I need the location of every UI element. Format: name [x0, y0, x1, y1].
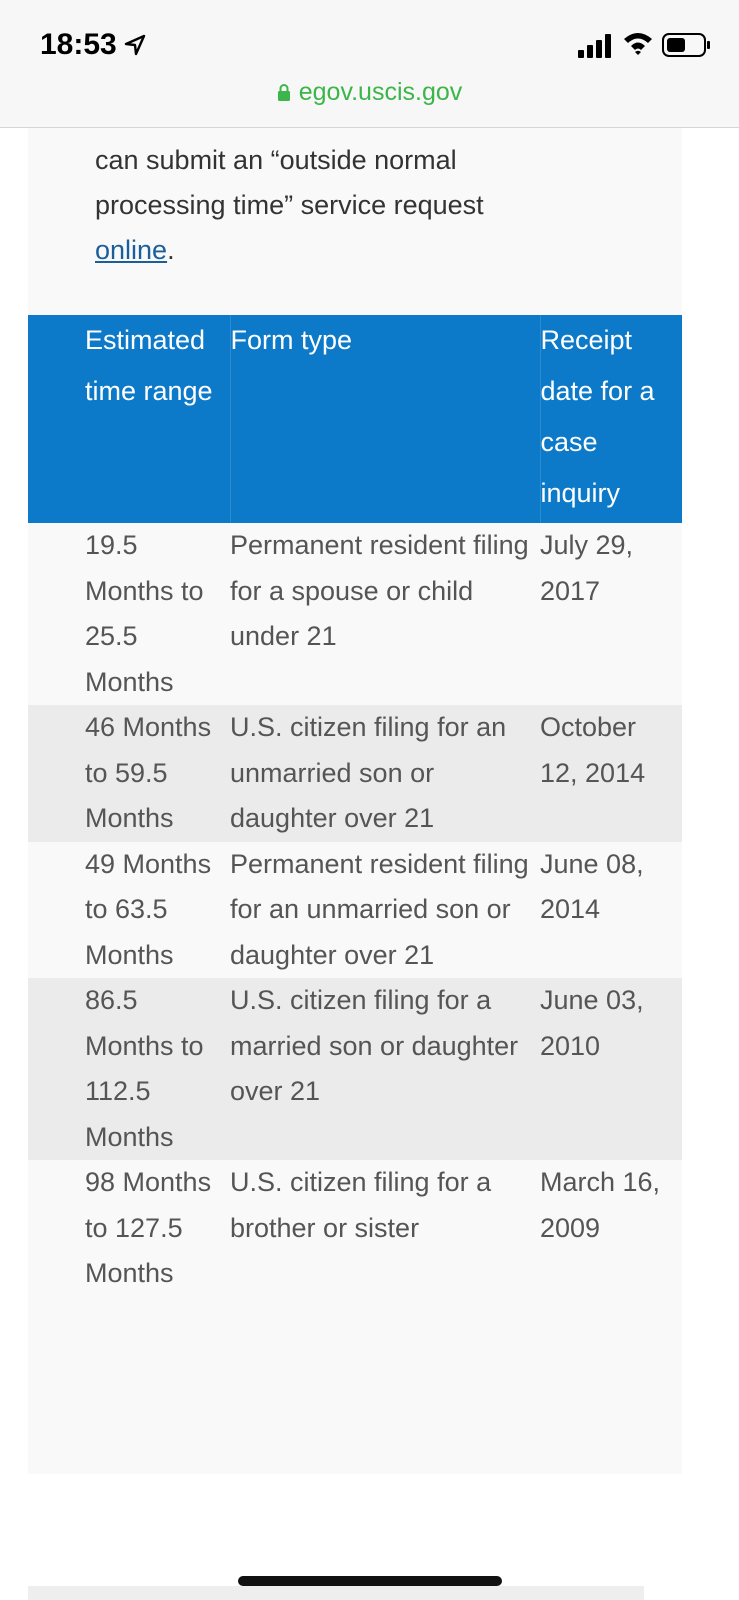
header-time-range: Estimated time range — [28, 315, 230, 523]
table-row — [28, 842, 682, 979]
cell-receipt-date: June 03, 2010 — [540, 978, 682, 1160]
table-row — [28, 705, 682, 842]
cell-time-range: 46 Months to 59.5 Months — [28, 705, 230, 842]
lock-icon — [277, 83, 291, 101]
location-arrow-icon — [124, 34, 146, 56]
url-text: egov.uscis.gov — [298, 78, 463, 106]
cell-receipt-date: July 29, 2017 — [540, 523, 682, 705]
header-receipt-date: Receipt date for a case inquiry — [540, 315, 682, 523]
battery-icon — [662, 32, 712, 58]
cell-form-type: U.S. citizen filing for a married son or daughter over 21 — [230, 978, 540, 1160]
home-indicator[interactable] — [238, 1576, 502, 1586]
cell-form-type: U.S. citizen filing for an unmarried son or daughter over 21 — [230, 705, 540, 842]
cell-time-range: 49 Months to 63.5 Months — [28, 842, 230, 979]
table-row — [28, 1160, 682, 1297]
cell-time-range: 86.5 Months to 112.5 Months — [28, 978, 230, 1160]
cell-time-range: 19.5 Months to 25.5 Months — [28, 523, 230, 705]
intro-paragraph — [95, 138, 545, 273]
intro-line-1: can submit an “outside normal — [95, 145, 457, 175]
processing-times-table — [28, 315, 682, 1297]
intro-line-2: processing time” service request — [95, 190, 484, 220]
cell-receipt-date: October 12, 2014 — [540, 705, 682, 842]
status-time: 18:53 — [40, 28, 117, 61]
table-header-row — [28, 315, 682, 523]
cell-time-range: 98 Months to 127.5 Months — [28, 1160, 230, 1297]
status-bar — [0, 0, 739, 128]
online-link[interactable]: online — [95, 235, 168, 265]
table-row — [28, 523, 682, 705]
cell-form-type: Permanent resident filing for a spouse or child under 21 — [230, 523, 540, 705]
bottom-toolbar-edge — [28, 1586, 644, 1600]
header-form-type: Form type — [230, 315, 540, 523]
intro-line-3 — [95, 228, 545, 273]
cellular-signal-icon — [578, 34, 614, 58]
cell-form-type: Permanent resident filing for an unmarried son or daughter over 21 — [230, 842, 540, 979]
wifi-icon — [623, 30, 653, 56]
table-row — [28, 978, 682, 1160]
cell-receipt-date: March 16, 2009 — [540, 1160, 682, 1297]
cell-form-type: U.S. citizen filing for a brother or sister — [230, 1160, 540, 1297]
address-bar[interactable] — [0, 78, 739, 107]
processing-times-section — [28, 128, 682, 1474]
intro-trailing: . — [167, 235, 175, 265]
cell-receipt-date: June 08, 2014 — [540, 842, 682, 979]
